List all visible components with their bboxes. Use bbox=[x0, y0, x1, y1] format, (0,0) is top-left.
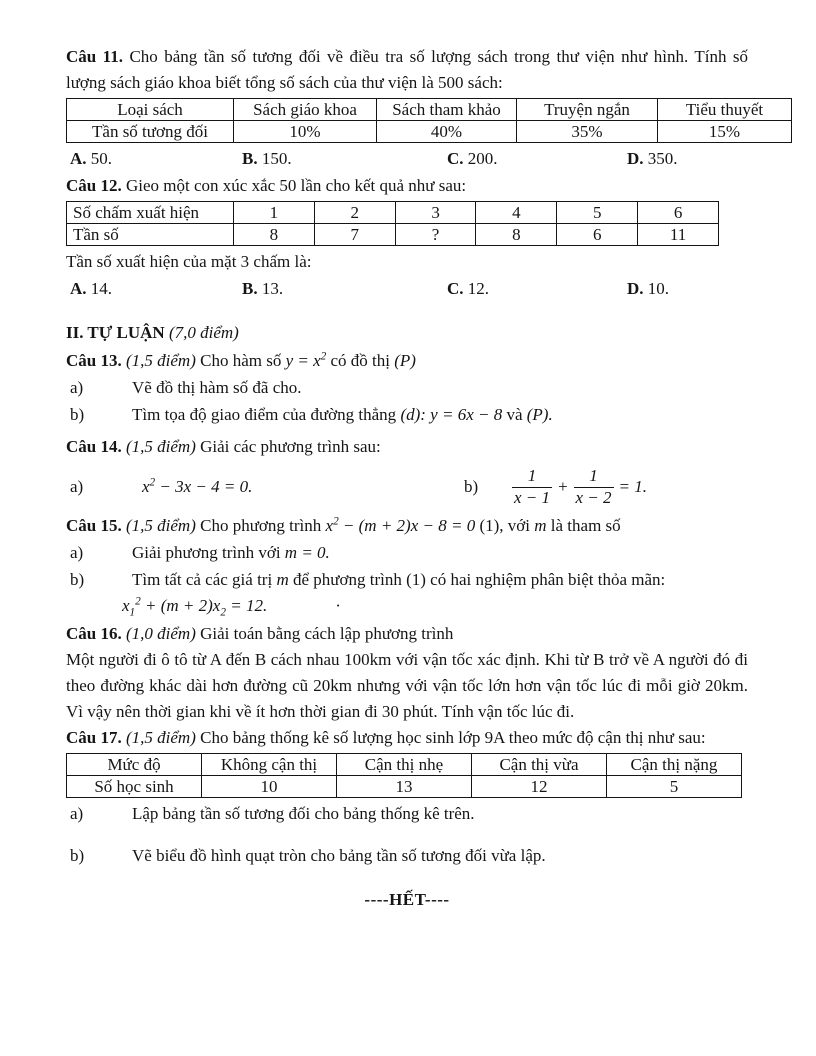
q12-intro bbox=[66, 173, 748, 199]
end-marker: ----HẾT---- bbox=[364, 890, 450, 909]
formula-rest: − 3x − 4 = 0. bbox=[155, 477, 253, 496]
q13-a-text: Vẽ đồ thị hàm số đã cho. bbox=[132, 378, 302, 397]
option-letter: C. bbox=[447, 149, 464, 168]
q12-table-header-cell: 6 bbox=[638, 202, 719, 224]
q14-intro bbox=[66, 434, 748, 460]
q15-a-pre: Giải phương trình với bbox=[132, 543, 281, 562]
q13-points: (1,5 điểm) bbox=[125, 351, 196, 370]
q17-table-cell: 5 bbox=[607, 776, 742, 798]
q14-points: (1,5 điểm) bbox=[125, 437, 196, 456]
q12-table-header-row bbox=[67, 202, 719, 224]
q12-option-a bbox=[70, 276, 242, 302]
q15-a-text bbox=[132, 540, 748, 566]
q13-b-pre: Tìm tọa độ giao điểm của đường thẳng bbox=[132, 405, 397, 424]
option-value: 200. bbox=[467, 149, 498, 168]
q17-label: Câu 17. bbox=[66, 728, 122, 747]
q17-table-cell: 10 bbox=[202, 776, 337, 798]
q14-item-a bbox=[66, 474, 460, 500]
item-b-label: b) bbox=[464, 477, 479, 496]
q13-b-line-formula: (d): y = 6x − 8 bbox=[400, 405, 503, 424]
q17-table-header-row bbox=[67, 754, 742, 776]
q17-table-data-row bbox=[67, 776, 742, 798]
formula-base: x bbox=[122, 596, 130, 615]
q11-label: Câu 11. bbox=[66, 47, 123, 66]
formula-subscript: 1 bbox=[129, 606, 136, 619]
q11-table-header-cell: Truyện ngắn bbox=[517, 99, 658, 121]
q17-table-header-cell: Cận thị nặng bbox=[607, 754, 742, 776]
q13-intro bbox=[66, 348, 748, 374]
q13-parabola-name: (P) bbox=[394, 351, 416, 370]
formula-subscript: 2 bbox=[220, 606, 226, 619]
q17-item-a bbox=[66, 801, 748, 827]
q13-b-parabola: (P). bbox=[526, 405, 553, 424]
q17-b-text: Vẽ biểu đồ hình quạt tròn cho bảng tần số tương đối vừa lập. bbox=[132, 846, 546, 865]
q15-a-math: m = 0. bbox=[284, 543, 330, 562]
q12-option-d bbox=[627, 276, 748, 302]
q12-table-header-cell: Số chấm xuất hiện bbox=[67, 202, 234, 224]
q12-option-c bbox=[447, 276, 627, 302]
q14-a-formula bbox=[142, 474, 252, 500]
q12-table bbox=[66, 201, 719, 246]
option-letter: A. bbox=[70, 279, 87, 298]
q11-text: Cho bảng tần số tương đối về điều tra số lượng sách trong thư viện như hình. Tính số lượng sách giáo khoa biết tổng số sách của thư viện là 500 sách: bbox=[66, 47, 749, 92]
q15-formula bbox=[326, 516, 476, 535]
q17-a-text: Lập bảng tần số tương đối cho bảng thống kê trên. bbox=[132, 804, 475, 823]
section-2-title: II. TỰ LUẬN bbox=[66, 323, 165, 342]
q15-b-post: để phương trình (1) có hai nghiệm phân biệt thỏa mãn: bbox=[292, 570, 666, 589]
q14-b-equation bbox=[512, 467, 647, 507]
q13-mid: có đồ thị bbox=[330, 351, 391, 370]
q11-intro bbox=[66, 44, 748, 96]
q12-table-cell: 8 bbox=[234, 224, 315, 246]
item-a-label: a) bbox=[70, 543, 84, 562]
q12-table-data-row bbox=[67, 224, 719, 246]
q11-table-header-cell: Loại sách bbox=[67, 99, 234, 121]
q11-table-cell: 35% bbox=[517, 121, 658, 143]
q13-item-b bbox=[66, 402, 748, 428]
formula-rhs: = 12. bbox=[225, 596, 268, 615]
option-letter: B. bbox=[242, 149, 258, 168]
q12-table-cell: 8 bbox=[476, 224, 557, 246]
q12-table-header-cell: 1 bbox=[234, 202, 315, 224]
q11-option-b bbox=[242, 146, 447, 172]
q15-b-formula-line bbox=[66, 593, 748, 619]
option-value: 150. bbox=[261, 149, 292, 168]
option-letter: A. bbox=[70, 149, 87, 168]
item-b-label: b) bbox=[70, 405, 85, 424]
q15-b-var: m bbox=[276, 570, 289, 589]
q12-option-b bbox=[242, 276, 447, 302]
q16-title: Giải toán bằng cách lập phương trình bbox=[200, 624, 454, 643]
scan-dot-artifact: · bbox=[335, 596, 341, 615]
q15-intro bbox=[66, 513, 748, 539]
formula-exponent: 2 bbox=[333, 515, 339, 528]
q12-table-header-cell: 2 bbox=[314, 202, 395, 224]
q11-table-cell: 40% bbox=[377, 121, 517, 143]
option-letter: D. bbox=[627, 279, 644, 298]
q12-table-cell: ? bbox=[395, 224, 476, 246]
item-a-label: a) bbox=[70, 477, 84, 496]
formula-base: x bbox=[325, 516, 334, 535]
q17-table-cell: 12 bbox=[472, 776, 607, 798]
fraction-1 bbox=[512, 467, 552, 507]
formula-rest: − (m + 2)x − 8 = 0 bbox=[338, 516, 476, 535]
q12-options bbox=[66, 276, 748, 302]
q11-table-header-row bbox=[67, 99, 792, 121]
q12-table-cell: 11 bbox=[638, 224, 719, 246]
option-letter: B. bbox=[242, 279, 258, 298]
q11-table bbox=[66, 98, 792, 143]
item-a-label: a) bbox=[70, 378, 84, 397]
denominator: x − 2 bbox=[575, 487, 612, 507]
option-value: 12. bbox=[467, 279, 490, 298]
q16-body: Một người đi ô tô từ A đến B cách nhau 100km với vận tốc xác định. Khi từ B trở về A người đó đi theo đường khác dài hơn đường cũ 20km nhưng với vận tốc lớn hơn vận tốc lúc đi mỗi giờ 20km. Vì vậy nên thời gian khi về ít hơn thời gian đi 30 phút. Tính vận tốc lúc đi. bbox=[66, 650, 748, 721]
q15-points: (1,5 điểm) bbox=[125, 516, 196, 535]
q12-text: Gieo một con xúc xắc 50 lần cho kết quả như sau: bbox=[125, 176, 467, 195]
q15-param-var: m bbox=[534, 516, 547, 535]
q13-formula bbox=[286, 351, 327, 370]
option-value: 14. bbox=[90, 279, 113, 298]
q11-option-d bbox=[627, 146, 748, 172]
q15-pre: Cho phương trình bbox=[200, 516, 322, 535]
denominator: x − 1 bbox=[514, 487, 551, 507]
q12-table-header-cell: 3 bbox=[395, 202, 476, 224]
q12-table-cell: Tần số bbox=[67, 224, 234, 246]
q17-table-header-cell: Mức độ bbox=[67, 754, 202, 776]
q11-option-a bbox=[70, 146, 242, 172]
q14-item-b bbox=[460, 467, 748, 507]
q17-table-cell: 13 bbox=[337, 776, 472, 798]
option-value: 13. bbox=[261, 279, 284, 298]
q15-label: Câu 15. bbox=[66, 516, 122, 535]
q17-table bbox=[66, 753, 742, 798]
q17-text: Cho bảng thống kê số lượng học sinh lớp 9A theo mức độ cận thị như sau: bbox=[200, 728, 706, 747]
section-2-heading bbox=[66, 320, 748, 346]
q14-items-row bbox=[66, 463, 748, 511]
q12-question: Tần số xuất hiện của mặt 3 chấm là: bbox=[66, 252, 312, 271]
q11-table-cell: Tần số tương đối bbox=[67, 121, 234, 143]
section-2-points: (7,0 điểm) bbox=[168, 323, 239, 342]
q13-item-a bbox=[66, 375, 748, 401]
formula-base: x bbox=[142, 477, 150, 496]
q17-table-header-cell: Cận thị nhẹ bbox=[337, 754, 472, 776]
q16-intro bbox=[66, 621, 748, 647]
q11-table-header-cell: Tiểu thuyết bbox=[658, 99, 792, 121]
q15-b-pre: Tìm tất cả các giá trị bbox=[132, 570, 273, 589]
q17-table-header-cell: Không cận thị bbox=[202, 754, 337, 776]
equation-rhs: = 1. bbox=[618, 477, 648, 496]
q12-table-cell: 6 bbox=[557, 224, 638, 246]
q15-b-text bbox=[132, 567, 748, 593]
q13-pre: Cho hàm số bbox=[200, 351, 282, 370]
item-a-label: a) bbox=[70, 804, 84, 823]
plus-operator: + bbox=[557, 477, 569, 496]
q17-table-header-cell: Cận thị vừa bbox=[472, 754, 607, 776]
fraction-2 bbox=[574, 467, 614, 507]
q13-b-text bbox=[132, 402, 748, 428]
option-letter: C. bbox=[447, 279, 464, 298]
q12-label: Câu 12. bbox=[66, 176, 122, 195]
q15-item-a bbox=[66, 540, 748, 566]
option-value: 350. bbox=[647, 149, 678, 168]
q17-table-cell: Số học sinh bbox=[67, 776, 202, 798]
formula-exponent: 2 bbox=[149, 476, 156, 489]
q15-item-b bbox=[66, 567, 748, 593]
formula-exponent: 2 bbox=[135, 595, 141, 608]
q11-table-header-cell: Sách giáo khoa bbox=[234, 99, 377, 121]
option-value: 10. bbox=[647, 279, 670, 298]
q16-label: Câu 16. bbox=[66, 624, 122, 643]
q14-text: Giải các phương trình sau: bbox=[200, 437, 381, 456]
q13-b-mid: và bbox=[506, 405, 523, 424]
option-value: 50. bbox=[90, 149, 113, 168]
q16-points: (1,0 điểm) bbox=[125, 624, 196, 643]
q11-table-cell: 15% bbox=[658, 121, 792, 143]
formula-exponent: 2 bbox=[320, 350, 327, 363]
q15-post: là tham số bbox=[550, 516, 621, 535]
q11-table-cell: 10% bbox=[234, 121, 377, 143]
q17-intro bbox=[66, 725, 748, 751]
q17-item-b bbox=[66, 843, 748, 869]
q14-label: Câu 14. bbox=[66, 437, 122, 456]
q11-option-c bbox=[447, 146, 627, 172]
q15-b-formula bbox=[122, 595, 268, 619]
item-b-label: b) bbox=[70, 570, 85, 589]
numerator: 1 bbox=[512, 467, 552, 488]
q13-label: Câu 13. bbox=[66, 351, 122, 370]
q12-table-header-cell: 4 bbox=[476, 202, 557, 224]
q12-table-header-cell: 5 bbox=[557, 202, 638, 224]
q17-points: (1,5 điểm) bbox=[125, 728, 196, 747]
formula-base: y = x bbox=[285, 351, 321, 370]
item-b-label: b) bbox=[70, 846, 85, 865]
numerator: 1 bbox=[574, 467, 614, 488]
q11-options bbox=[66, 146, 748, 172]
q11-table-header-cell: Sách tham khảo bbox=[377, 99, 517, 121]
formula-rest: + (m + 2)x bbox=[140, 596, 221, 615]
q11-table-data-row bbox=[67, 121, 792, 143]
q12-table-cell: 7 bbox=[314, 224, 395, 246]
option-letter: D. bbox=[627, 149, 644, 168]
q15-mid: (1), với bbox=[479, 516, 530, 535]
